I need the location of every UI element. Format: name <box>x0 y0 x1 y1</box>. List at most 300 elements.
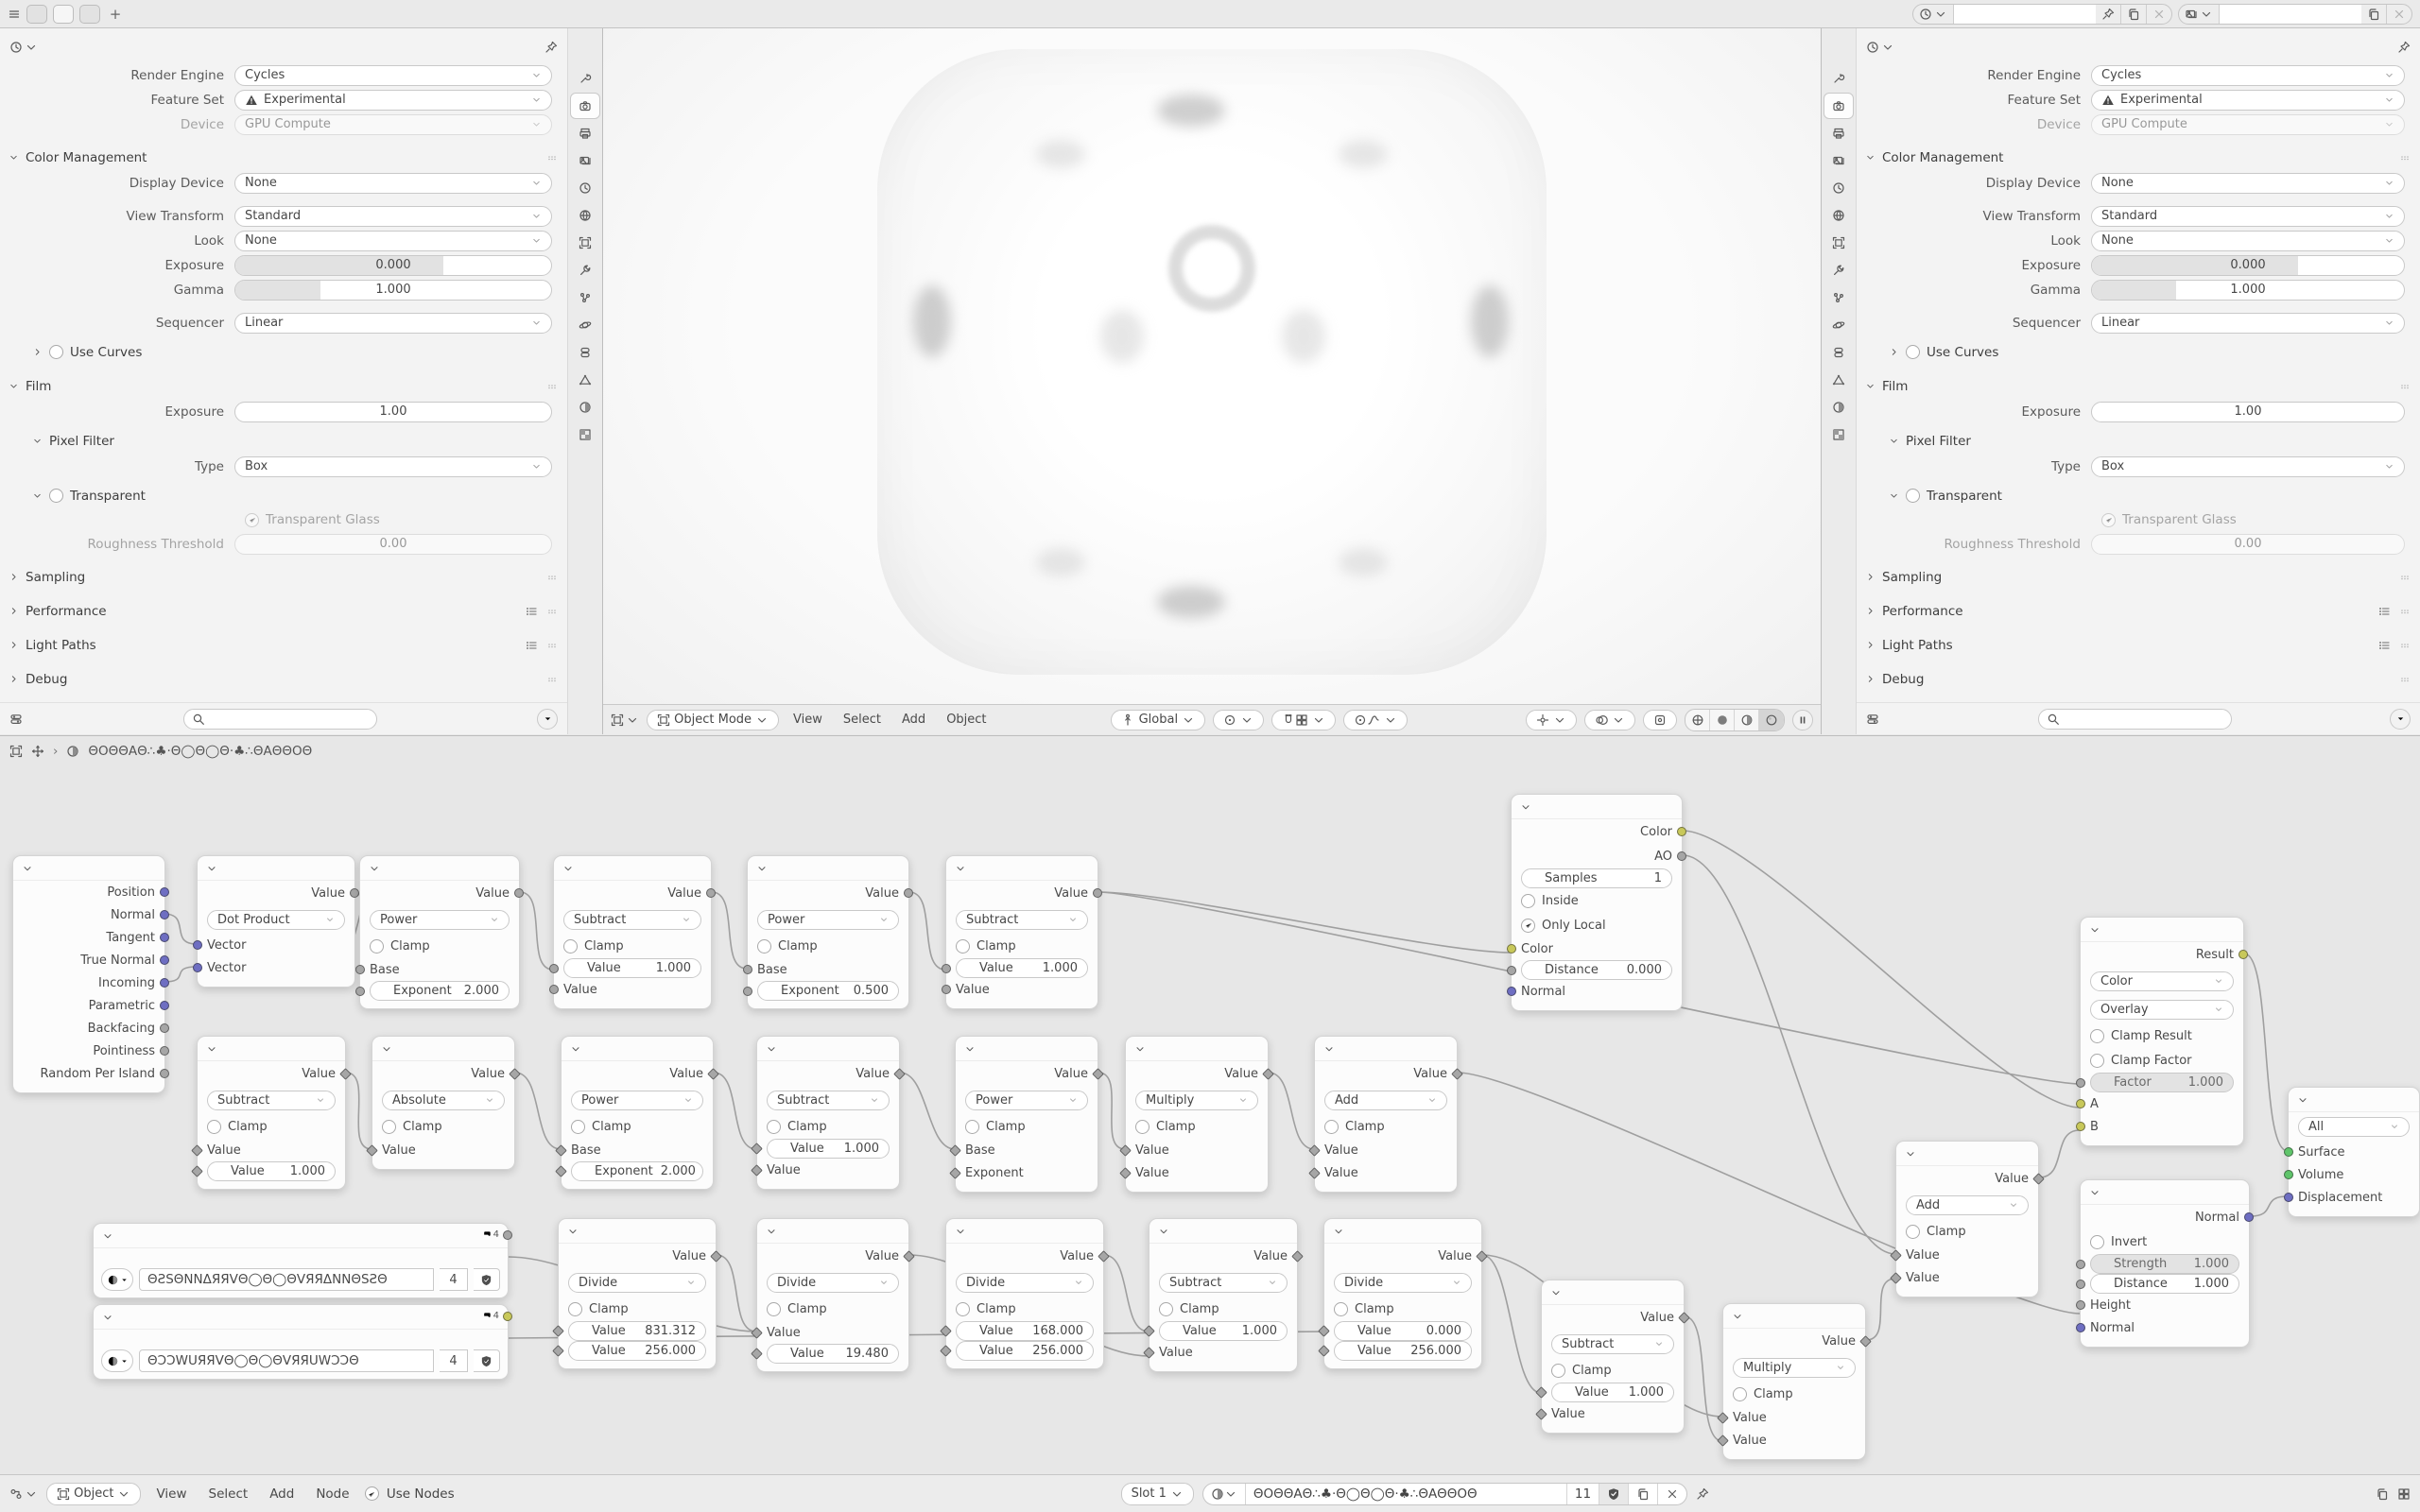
chevron-down-icon[interactable] <box>1520 801 1531 813</box>
node-math-subtract-1[interactable] <box>553 855 712 1009</box>
tab-constraints[interactable] <box>1824 340 1853 365</box>
editor-grid-icon[interactable] <box>2397 1487 2411 1501</box>
section-sampling[interactable] <box>0 564 567 590</box>
field-exposure[interactable] <box>2091 402 2405 422</box>
chevron-down-icon[interactable] <box>102 1312 113 1323</box>
tab-data[interactable] <box>571 368 599 392</box>
tab-view-layer[interactable] <box>1824 148 1853 173</box>
node-value-field[interactable] <box>1159 1321 1288 1341</box>
socket[interactable] <box>2076 1260 2085 1269</box>
node-bump[interactable] <box>2080 1179 2250 1348</box>
slot-dropdown[interactable]: Slot 1 <box>1121 1483 1194 1505</box>
workspace-tab[interactable] <box>53 5 74 24</box>
node-operation-dropdown[interactable] <box>956 910 1088 930</box>
node-image-texture-2[interactable] <box>93 1304 509 1380</box>
shading-wireframe-button[interactable] <box>1685 710 1710 730</box>
select-sequencer[interactable] <box>2091 313 2405 334</box>
image-users-count[interactable]: 4 <box>440 1349 468 1372</box>
menu-object[interactable]: Object <box>946 713 987 727</box>
node-header[interactable] <box>946 856 1098 881</box>
checkbox-clamp[interactable] <box>956 1302 970 1316</box>
section-transparent[interactable] <box>1857 483 2420 508</box>
section-transparent[interactable] <box>0 483 567 508</box>
shading-solid-button[interactable] <box>1710 710 1735 730</box>
socket[interactable] <box>549 964 559 973</box>
field-gamma[interactable] <box>234 280 552 301</box>
menu-view[interactable]: View <box>156 1486 187 1502</box>
pin-icon[interactable] <box>544 41 558 54</box>
select-view-transform[interactable] <box>2091 206 2405 227</box>
material-users-count[interactable]: 11 <box>1567 1484 1599 1504</box>
section-sampling[interactable] <box>1857 564 2420 590</box>
node-header[interactable] <box>13 856 164 881</box>
node-header[interactable] <box>360 856 519 881</box>
node-header[interactable] <box>956 1037 1098 1061</box>
checkbox-clamp[interactable] <box>207 1120 221 1134</box>
node-operation-dropdown[interactable] <box>1324 1091 1447 1110</box>
node-header[interactable] <box>748 856 908 881</box>
checkbox-clamp[interactable] <box>767 1302 781 1316</box>
socket[interactable] <box>193 940 202 950</box>
section-color-management[interactable] <box>0 145 567 170</box>
pivot-point-dropdown[interactable] <box>1213 710 1264 730</box>
tab-object[interactable] <box>1824 231 1853 255</box>
node-math-add-1[interactable] <box>1314 1036 1458 1193</box>
tab-tool[interactable] <box>1824 66 1853 91</box>
node-math-multiply-2[interactable] <box>1722 1303 1866 1460</box>
section-debug[interactable] <box>0 666 567 692</box>
chevron-down-icon[interactable] <box>102 1230 113 1242</box>
node-header[interactable] <box>757 1219 908 1244</box>
socket[interactable] <box>743 987 752 996</box>
node-header[interactable] <box>562 1037 713 1061</box>
shader-editor[interactable] <box>0 735 2420 1512</box>
node-header[interactable] <box>757 1037 899 1061</box>
node-value-field[interactable] <box>370 981 510 1001</box>
snap-control[interactable] <box>1271 710 1336 730</box>
list-icon[interactable] <box>2377 605 2391 618</box>
pin-icon[interactable] <box>2101 8 2115 21</box>
checkbox-clamp[interactable] <box>1906 1225 1920 1239</box>
node-math-divide-3[interactable] <box>945 1218 1104 1369</box>
node-operation-dropdown[interactable] <box>1906 1195 2029 1215</box>
editor-type-icon[interactable] <box>9 1487 23 1501</box>
chevron-down-icon[interactable] <box>1323 1043 1335 1055</box>
node-header[interactable] <box>372 1037 514 1061</box>
socket[interactable] <box>160 887 169 897</box>
pin-icon[interactable] <box>1696 1487 1709 1501</box>
tab-texture[interactable] <box>571 422 599 447</box>
chevron-down-icon[interactable] <box>562 863 574 874</box>
socket[interactable] <box>350 888 359 898</box>
tab-world[interactable] <box>1824 203 1853 228</box>
checkbox-clamp[interactable] <box>1334 1302 1348 1316</box>
chevron-down-icon[interactable] <box>369 863 380 874</box>
node-math-subtract-5[interactable] <box>1149 1218 1298 1372</box>
tab-modifiers[interactable] <box>1824 258 1853 283</box>
image-name-field[interactable]: ΘƧSΘΝΝΔЯЯVΘ◯Θ◯ΘVЯЯΔΝΝΘSƧΘ <box>139 1268 434 1291</box>
scene-name-field[interactable] <box>1954 5 2096 24</box>
checkbox[interactable] <box>2101 513 2116 527</box>
node-header[interactable] <box>94 1305 508 1330</box>
socket[interactable] <box>2076 1323 2085 1332</box>
node-operation-dropdown[interactable] <box>1159 1273 1288 1293</box>
checkbox-clamp-result[interactable] <box>2090 1029 2104 1043</box>
menu-select[interactable]: Select <box>208 1486 249 1502</box>
node-operation-dropdown[interactable] <box>207 1091 336 1110</box>
node-header[interactable] <box>946 1219 1103 1244</box>
material-name-field[interactable]: ΘΟΘΘAΘ∴♣·Θ◯Θ◯Θ·♣∴ΘAΘΘΟΘ <box>1246 1484 1567 1504</box>
node-operation-dropdown[interactable] <box>767 1273 899 1293</box>
node-operation-dropdown[interactable] <box>767 1091 890 1110</box>
node-operation-dropdown[interactable] <box>382 1091 505 1110</box>
pause-render-button[interactable] <box>1792 710 1813 730</box>
image-name-field[interactable]: ΘƆƆWUЯЯVΘ◯Θ◯ΘVЯЯUWƆƆΘ <box>139 1349 434 1372</box>
chevron-down-icon[interactable] <box>766 1043 777 1055</box>
node-value-field[interactable] <box>2090 1274 2239 1294</box>
node-operation-dropdown[interactable] <box>956 1273 1094 1293</box>
node-operation-dropdown[interactable] <box>563 910 701 930</box>
node-material-output[interactable] <box>2288 1087 2420 1217</box>
field-roughness-threshold[interactable] <box>234 534 552 555</box>
chevron-down-icon[interactable] <box>1550 1287 1562 1298</box>
socket[interactable] <box>1507 966 1516 975</box>
node-math-dot-product[interactable] <box>197 855 355 988</box>
tab-scene[interactable] <box>1824 176 1853 200</box>
select-display-device[interactable] <box>2091 173 2405 194</box>
node-value-field[interactable] <box>568 1321 706 1341</box>
node-value-field[interactable] <box>1334 1321 1472 1341</box>
node-value-field[interactable] <box>2090 1073 2234 1092</box>
tab-texture[interactable] <box>1824 422 1853 447</box>
filter-icon[interactable] <box>1866 713 1879 726</box>
socket[interactable] <box>2076 1099 2085 1108</box>
chevron-down-icon[interactable] <box>570 1043 581 1055</box>
mode-dropdown[interactable]: Object Mode <box>647 710 779 730</box>
select-type[interactable] <box>234 456 552 477</box>
new-window-icon[interactable] <box>2376 1487 2389 1501</box>
tab-tool[interactable] <box>571 66 599 91</box>
node-header[interactable] <box>1126 1037 1268 1061</box>
node-header[interactable] <box>1542 1280 1684 1305</box>
node-header[interactable] <box>1512 795 1682 819</box>
chevron-down-icon[interactable] <box>756 863 768 874</box>
node-math-power-2[interactable] <box>747 855 909 1009</box>
node-math-subtract-6[interactable] <box>1541 1280 1685 1434</box>
socket[interactable] <box>743 965 752 974</box>
tab-world[interactable] <box>571 203 599 228</box>
node-header[interactable] <box>94 1224 508 1248</box>
checkbox-clamp[interactable] <box>1551 1364 1565 1378</box>
section-color-management[interactable] <box>1857 145 2420 170</box>
select-render-engine[interactable] <box>234 65 552 86</box>
node-math-absolute[interactable] <box>372 1036 515 1170</box>
editor-type-control[interactable] <box>1866 41 1894 54</box>
tab-physics[interactable] <box>1824 313 1853 337</box>
checkbox-clamp[interactable] <box>1324 1120 1339 1134</box>
node-ambient-occlusion[interactable] <box>1511 794 1683 1011</box>
node-math-subtract-2[interactable] <box>945 855 1098 1009</box>
tab-render[interactable] <box>571 94 599 118</box>
node-value-field[interactable] <box>1551 1383 1674 1402</box>
checkbox-clamp[interactable] <box>370 939 384 954</box>
overlays-dropdown[interactable] <box>1584 710 1635 730</box>
checkbox[interactable] <box>1906 345 1920 359</box>
socket[interactable] <box>2076 1122 2085 1131</box>
checkbox[interactable] <box>49 345 63 359</box>
socket[interactable] <box>355 987 365 996</box>
section-light-paths[interactable] <box>0 632 567 658</box>
node-header[interactable] <box>1896 1142 2038 1166</box>
view-layer-name-field[interactable] <box>2220 5 2361 24</box>
section-performance[interactable] <box>0 598 567 624</box>
app-menu-icon[interactable] <box>8 8 21 21</box>
tab-scene[interactable] <box>571 176 599 200</box>
checkbox-clamp-factor[interactable] <box>2090 1054 2104 1068</box>
checkbox-inside[interactable] <box>1521 894 1535 908</box>
node-mix-color[interactable] <box>2080 917 2244 1146</box>
node-header[interactable] <box>554 856 711 881</box>
scene-selector[interactable] <box>1912 4 2172 25</box>
socket[interactable] <box>160 1023 169 1033</box>
socket[interactable] <box>2076 1280 2085 1289</box>
node-operation-dropdown[interactable] <box>207 910 345 930</box>
chevron-down-icon[interactable] <box>1732 1311 1743 1322</box>
xray-toggle[interactable] <box>1643 710 1677 730</box>
chevron-down-icon[interactable] <box>1134 1043 1146 1055</box>
filter-icon[interactable] <box>9 713 23 726</box>
search-input[interactable] <box>183 709 377 730</box>
workspace-tab[interactable] <box>26 5 47 24</box>
socket[interactable] <box>549 985 559 994</box>
socket[interactable] <box>160 978 169 988</box>
node-math-power-3[interactable] <box>561 1036 714 1190</box>
node-header[interactable] <box>1150 1219 1297 1244</box>
section-film[interactable] <box>1857 373 2420 399</box>
list-icon[interactable] <box>2377 639 2391 652</box>
node-operation-dropdown[interactable] <box>2298 1117 2410 1137</box>
socket[interactable] <box>2076 1300 2085 1310</box>
tab-modifiers[interactable] <box>571 258 599 283</box>
unlink-material-button[interactable] <box>1658 1484 1686 1504</box>
view-layer-selector[interactable] <box>2178 4 2412 25</box>
select-render-engine[interactable] <box>2091 65 2405 86</box>
tab-view-layer[interactable] <box>571 148 599 173</box>
section-debug[interactable] <box>1857 666 2420 692</box>
close-icon[interactable] <box>2152 8 2166 21</box>
select-feature-set[interactable] <box>2091 90 2405 111</box>
select-device[interactable] <box>234 114 552 135</box>
image-users-count[interactable]: 4 <box>440 1268 468 1291</box>
select-device[interactable] <box>2091 114 2405 135</box>
socket[interactable] <box>160 910 169 919</box>
node-operation-dropdown[interactable] <box>965 1091 1088 1110</box>
node-operation-dropdown[interactable] <box>2090 1000 2234 1020</box>
list-icon[interactable] <box>525 639 538 652</box>
section-performance[interactable] <box>1857 598 2420 624</box>
menu-select[interactable]: Select <box>842 713 882 727</box>
node-header[interactable] <box>198 1037 345 1061</box>
socket[interactable] <box>1677 827 1686 836</box>
node-value-field[interactable] <box>956 1321 1094 1341</box>
socket[interactable] <box>160 955 169 965</box>
socket[interactable] <box>160 933 169 942</box>
chevron-down-icon[interactable] <box>22 863 33 874</box>
checkbox-clamp[interactable] <box>571 1120 585 1134</box>
tab-data[interactable] <box>1824 368 1853 392</box>
node-header[interactable] <box>559 1219 716 1244</box>
chevron-down-icon[interactable] <box>1333 1226 1344 1237</box>
node-group-input[interactable] <box>12 855 165 1093</box>
node-math-power-4[interactable] <box>955 1036 1098 1193</box>
socket[interactable] <box>706 888 716 898</box>
field-gamma[interactable] <box>2091 280 2405 301</box>
chevron-down-icon[interactable] <box>766 1226 777 1237</box>
search-input[interactable] <box>2038 709 2232 730</box>
section-pixel-filter[interactable] <box>0 428 567 454</box>
chevron-down-icon[interactable] <box>381 1043 392 1055</box>
fake-user-button[interactable] <box>474 1349 500 1372</box>
node-image-texture-1[interactable] <box>93 1223 509 1298</box>
tab-particles[interactable] <box>1824 285 1853 310</box>
select-feature-set[interactable] <box>234 90 552 111</box>
tab-constraints[interactable] <box>571 340 599 365</box>
select-sequencer[interactable] <box>234 313 552 334</box>
socket[interactable] <box>1677 851 1686 861</box>
copy-icon[interactable] <box>2367 8 2380 21</box>
check-transparent-glass[interactable] <box>1857 508 2420 531</box>
image-datablock-icon[interactable] <box>101 1349 133 1372</box>
workspace-tab[interactable] <box>79 5 100 24</box>
node-operation-dropdown[interactable] <box>757 910 899 930</box>
node-header[interactable] <box>1324 1219 1481 1244</box>
chevron-down-icon[interactable] <box>206 1043 217 1055</box>
checkbox-clamp[interactable] <box>563 939 578 954</box>
socket[interactable] <box>160 1046 169 1056</box>
close-icon[interactable] <box>2393 8 2406 21</box>
node-header[interactable] <box>1723 1304 1865 1329</box>
node-operation-dropdown[interactable] <box>2090 971 2234 991</box>
checkbox-clamp[interactable] <box>1733 1387 1747 1401</box>
node-value-field[interactable] <box>563 958 701 978</box>
chevron-down-icon[interactable] <box>964 1043 976 1055</box>
node-math-subtract-3[interactable] <box>197 1036 346 1190</box>
chevron-down-icon[interactable] <box>955 863 966 874</box>
menu-view[interactable]: View <box>793 713 822 727</box>
checkbox-clamp[interactable] <box>1159 1302 1173 1316</box>
socket[interactable] <box>2284 1170 2293 1179</box>
node-math-multiply-1[interactable] <box>1125 1036 1269 1193</box>
node-value-field[interactable] <box>956 1341 1094 1361</box>
section-film[interactable] <box>0 373 567 399</box>
field-exposure[interactable] <box>234 402 552 422</box>
proportional-editing-control[interactable] <box>1343 710 1408 730</box>
section-light-paths[interactable] <box>1857 632 2420 658</box>
socket[interactable] <box>514 888 524 898</box>
node-math-divide-1[interactable] <box>558 1218 717 1369</box>
node-value-field[interactable] <box>1334 1341 1472 1361</box>
shading-material-button[interactable] <box>1735 710 1759 730</box>
checkbox-clamp[interactable] <box>965 1120 979 1134</box>
node-header[interactable] <box>2081 1180 2249 1205</box>
viewport-3d[interactable] <box>603 28 1821 734</box>
node-value-field[interactable] <box>571 1161 703 1181</box>
menu-add[interactable]: Add <box>269 1486 295 1502</box>
copy-material-button[interactable] <box>1629 1484 1658 1504</box>
shading-rendered-button[interactable] <box>1759 710 1784 730</box>
node-operation-dropdown[interactable] <box>1551 1334 1674 1354</box>
select-display-device[interactable] <box>234 173 552 194</box>
checkbox-clamp[interactable] <box>568 1302 582 1316</box>
pin-icon[interactable] <box>2397 41 2411 54</box>
chevron-down-icon[interactable] <box>1905 1148 1916 1160</box>
checkbox[interactable] <box>1906 489 1920 503</box>
node-value-field[interactable] <box>956 958 1088 978</box>
section-use-curves[interactable] <box>0 339 567 365</box>
node-operation-dropdown[interactable] <box>1334 1273 1472 1293</box>
field-exposure[interactable] <box>2091 255 2405 276</box>
section-use-curves[interactable] <box>1857 339 2420 365</box>
field-roughness-threshold[interactable] <box>2091 534 2405 555</box>
checkbox-clamp[interactable] <box>956 939 970 954</box>
select-view-transform[interactable] <box>234 206 552 227</box>
add-workspace-button[interactable]: + <box>109 5 122 23</box>
socket[interactable] <box>942 985 951 994</box>
use-nodes-checkbox[interactable]: Use Nodes <box>365 1486 455 1502</box>
socket[interactable] <box>2238 950 2248 959</box>
menu-node[interactable]: Node <box>316 1486 350 1502</box>
node-operation-dropdown[interactable] <box>571 1091 703 1110</box>
socket[interactable] <box>2284 1147 2293 1157</box>
tab-output[interactable] <box>571 121 599 146</box>
checkbox-clamp[interactable] <box>1135 1120 1150 1134</box>
socket[interactable] <box>2244 1212 2254 1222</box>
editor-type-icon[interactable] <box>611 713 624 727</box>
chevron-down-icon[interactable] <box>1158 1226 1169 1237</box>
socket[interactable] <box>1093 888 1102 898</box>
checkbox-clamp[interactable] <box>757 939 771 954</box>
socket[interactable] <box>160 1001 169 1010</box>
checkbox-clamp[interactable] <box>382 1120 396 1134</box>
menu-add[interactable]: Add <box>902 713 926 727</box>
tab-render[interactable] <box>1824 94 1853 118</box>
copy-icon[interactable] <box>2127 8 2140 21</box>
checkbox-clamp[interactable] <box>767 1120 781 1134</box>
checkbox[interactable] <box>245 513 259 527</box>
chevron-down-icon[interactable] <box>206 863 217 874</box>
tab-particles[interactable] <box>571 285 599 310</box>
node-math-subtract-4[interactable] <box>756 1036 900 1190</box>
check-transparent-glass[interactable] <box>0 508 567 531</box>
socket[interactable] <box>904 888 913 898</box>
socket[interactable] <box>2076 1078 2085 1088</box>
show-gizmo-dropdown[interactable] <box>1526 710 1577 730</box>
node-operation-dropdown[interactable] <box>568 1273 706 1293</box>
socket[interactable] <box>503 1312 512 1321</box>
select-type[interactable] <box>2091 456 2405 477</box>
tab-object[interactable] <box>571 231 599 255</box>
node-header[interactable] <box>1315 1037 1457 1061</box>
chevron-down-icon[interactable] <box>567 1226 579 1237</box>
tab-material[interactable] <box>571 395 599 420</box>
node-value-field[interactable] <box>1521 960 1672 980</box>
node-value-field[interactable] <box>2090 1254 2239 1274</box>
node-value-field[interactable] <box>568 1341 706 1361</box>
list-icon[interactable] <box>525 605 538 618</box>
socket[interactable] <box>193 963 202 972</box>
chevron-down-icon[interactable] <box>2089 1187 2100 1198</box>
fake-user-button[interactable] <box>474 1268 500 1291</box>
